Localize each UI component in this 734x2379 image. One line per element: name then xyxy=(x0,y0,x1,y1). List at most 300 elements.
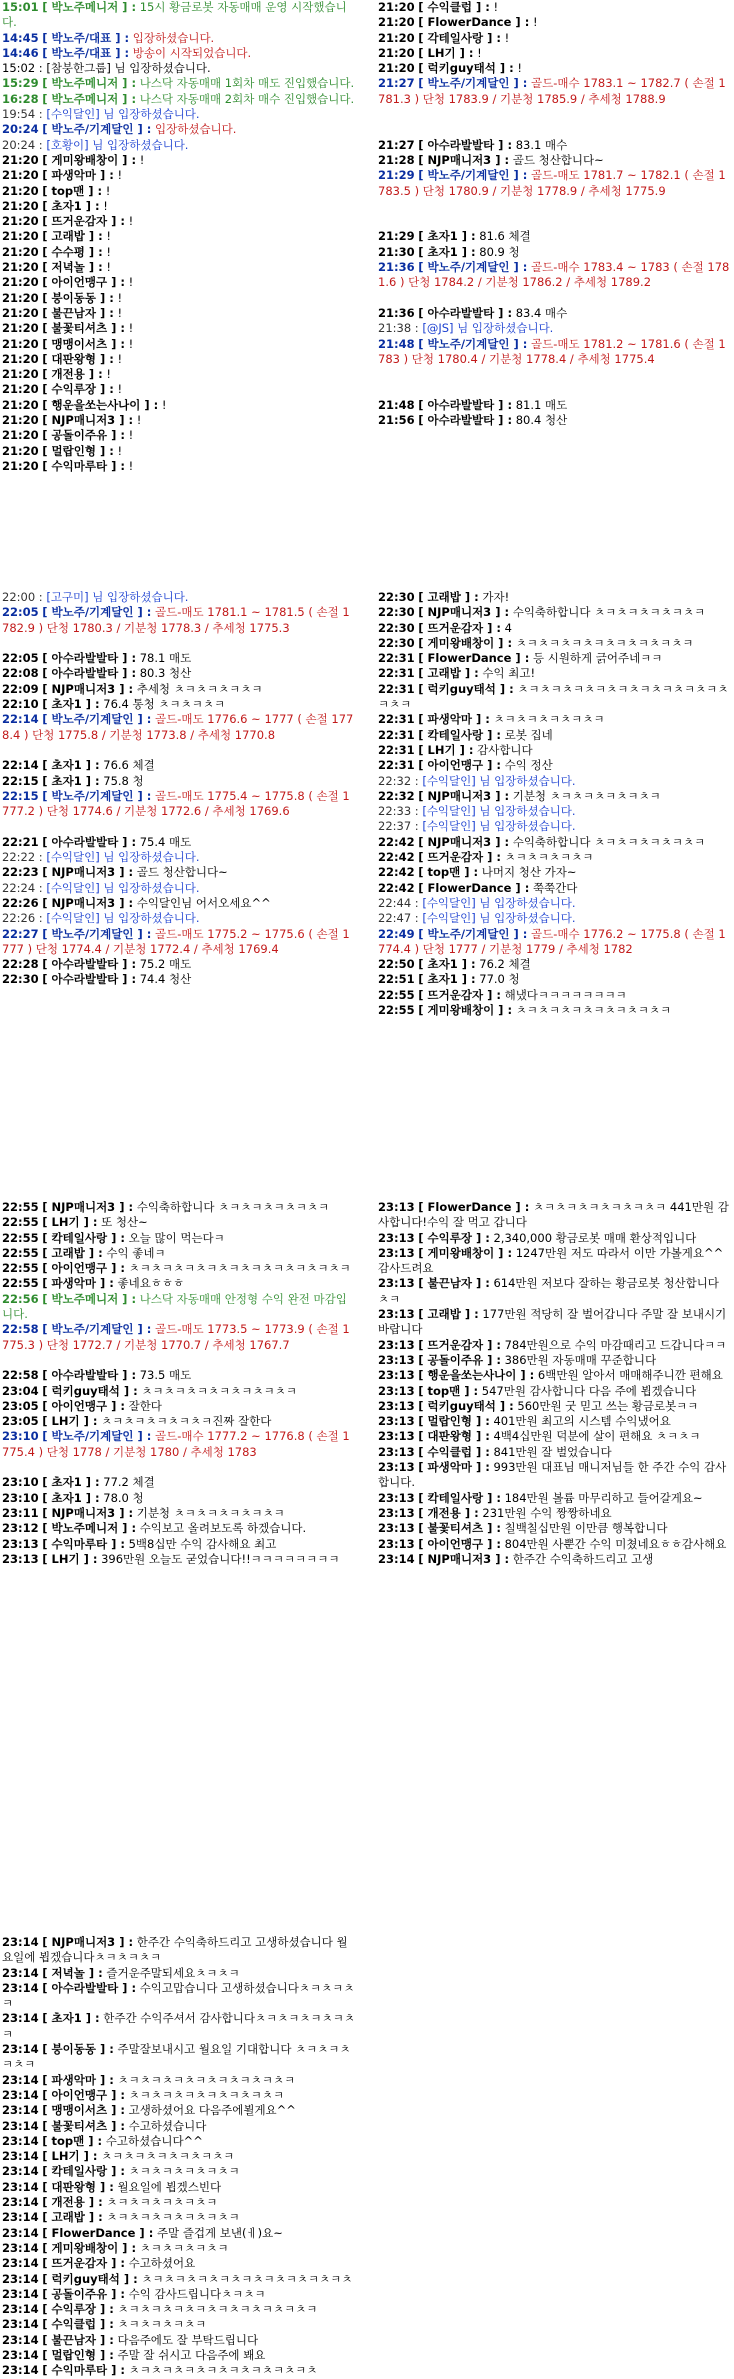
message-sender: [ 박노주/기계달인 ] : xyxy=(418,168,528,183)
message-sender: [ 박노주/기계달인 ] : xyxy=(42,605,152,620)
message-time: 15:02 : xyxy=(2,61,43,76)
message-sender: [ 박노주/기계달인 ] : xyxy=(418,336,528,351)
message-text: ㅊㅋㅊㅋㅊㅋㅊㅋㅊㅋㅊㅋㅊㅋㅊㅋ xyxy=(117,2072,296,2087)
chat-message xyxy=(378,1521,732,1536)
message-sender: [ 수수평 ] : xyxy=(42,244,103,259)
chat-spacer xyxy=(2,636,356,651)
message-text: ㅊㅋㅊㅋㅊㅋㅊㅋㅊㅋ xyxy=(128,2164,240,2179)
message-time: 22:15 xyxy=(2,773,39,788)
chat-message xyxy=(2,1215,356,1230)
chat-message xyxy=(2,107,356,122)
message-time: 21:20 xyxy=(2,198,39,213)
message-text: ! xyxy=(136,413,142,428)
chat-message xyxy=(2,306,356,321)
chat-message xyxy=(378,413,732,428)
message-sender: [ 초자1 ] : xyxy=(418,244,476,259)
chat-message xyxy=(378,398,732,413)
message-time: 22:31 xyxy=(378,727,415,742)
message-sender: [ 아수라발발타 ] : xyxy=(42,972,137,987)
chat-message xyxy=(2,321,356,336)
message-time: 20:24 xyxy=(2,122,39,137)
message-text: 75.4 매도 xyxy=(139,834,192,849)
chat-message xyxy=(2,2317,356,2332)
message-text: 골드-매도 1776.6 ~ 1777 ( 손절 1778.4 ) 단청 1775.8 / 기분청 1773.8 / 추세청 1770.8 xyxy=(2,712,354,742)
message-time: 23:14 xyxy=(2,2195,39,2210)
chat-message xyxy=(2,590,356,605)
message-time: 21:48 xyxy=(378,336,415,351)
chat-message xyxy=(2,92,356,107)
message-time: 23:14 xyxy=(2,2332,39,2347)
message-text: 수익 정산 xyxy=(504,758,553,773)
message-time: 21:20 xyxy=(2,382,39,397)
message-text: 76.6 체결 xyxy=(103,758,155,773)
message-sender: [ 초자1 ] : xyxy=(42,1490,100,1505)
message-text: 78.0 청 xyxy=(103,1490,144,1505)
message-time: 22:31 xyxy=(378,742,415,757)
message-text: 수익보고 올려보도록 하겠습니다. xyxy=(139,1521,307,1536)
chat-message xyxy=(378,61,732,76)
message-sender: [ 아수라발발타 ] : xyxy=(42,957,137,972)
message-sender: [ 아이언맹구 ] : xyxy=(42,2087,125,2102)
message-time: 14:45 xyxy=(2,30,39,45)
message-time: 22:14 xyxy=(2,758,39,773)
message-time: 22:10 xyxy=(2,697,39,712)
message-sender: [ 박노주/기계달인 ] : xyxy=(418,76,528,91)
message-text: 골드-매도 1775.4 ~ 1775.8 ( 손절 1777.2 ) 단청 1774.6 / 기분청 1772.6 / 추세청 1769.6 xyxy=(2,788,350,819)
message-text: 추세청 ㅊㅋㅊㅋㅊㅋㅊㅋ xyxy=(136,681,263,696)
chat-message xyxy=(2,1261,356,1276)
message-text: ! xyxy=(128,321,134,336)
message-time: 22:42 xyxy=(378,834,415,849)
message-sender: [ 초자1 ] : xyxy=(418,972,476,987)
message-text: 수고하셨어요 xyxy=(128,2256,196,2271)
message-time: 21:20 xyxy=(378,30,415,45)
message-text: ㅊㅋㅊㅋㅊㅋㅊㅋ xyxy=(139,2240,229,2255)
message-time: 23:14 xyxy=(2,2286,39,2301)
chat-message xyxy=(2,2180,356,2195)
message-text: 골드 청산합니다~ xyxy=(512,152,604,167)
chat-message xyxy=(2,138,356,153)
message-time: 23:14 xyxy=(2,2042,39,2057)
chat-message xyxy=(2,367,356,382)
message-time: 20:24 : xyxy=(2,137,43,152)
chat-message xyxy=(2,774,356,789)
chat-message xyxy=(2,1429,356,1460)
message-text: 고생하셨어요 다음주에뵐게요^^ xyxy=(128,2103,296,2118)
chat-message xyxy=(378,927,732,958)
chat-message xyxy=(2,1414,356,1429)
message-sender: [ 행운을쏘는사나이 ] : xyxy=(42,397,159,412)
message-time: 21:20 xyxy=(2,428,39,443)
message-text: 나스닥 자동매매 2회차 매수 진입했습니다. xyxy=(139,91,355,106)
message-text: 월요일에 뵙겠스빈다 xyxy=(117,2179,222,2194)
message-text: 좋네요ㅎㅎㅎ xyxy=(117,1276,185,1291)
chat-message xyxy=(378,1445,732,1460)
message-time: 21:29 xyxy=(378,168,415,183)
message-text: 한주간 수익축하드리고 고생하셨습니다 월요일에 뵙겠습니다ㅊㅋㅊㅋㅊㅋ xyxy=(2,1935,348,1965)
chat-message xyxy=(2,352,356,367)
message-time: 23:13 xyxy=(2,1536,39,1551)
message-text: ! xyxy=(117,305,123,320)
chat-message xyxy=(378,651,732,666)
message-text: ! xyxy=(128,214,134,229)
message-text: ! xyxy=(504,30,510,45)
chat-panel-6 xyxy=(378,1200,732,1567)
message-sender: [ 수익클럽 ] : xyxy=(418,1444,490,1459)
message-sender: [ 박노주메니저 ] : xyxy=(42,1291,137,1306)
chat-spacer xyxy=(378,367,732,382)
message-time: 23:13 xyxy=(378,1521,415,1536)
chat-message xyxy=(378,1353,732,1368)
chat-message xyxy=(2,428,356,443)
message-sender: [ 멀랍인형 ] : xyxy=(418,1414,490,1429)
message-time: 21:20 xyxy=(378,61,415,76)
message-time: 23:13 xyxy=(378,1200,415,1214)
message-sender: [ 뜨거운감자 ] : xyxy=(42,214,125,229)
message-time: 21:30 xyxy=(378,244,415,259)
chat-message xyxy=(2,1292,356,1323)
message-text: [고구미] 님 입장하셨습니다. xyxy=(46,590,189,604)
chat-message xyxy=(2,291,356,306)
message-sender: [ 박노주/기계달인 ] : xyxy=(418,926,528,941)
message-time: 22:30 xyxy=(378,590,415,604)
chat-message xyxy=(2,2302,356,2317)
message-time: 23:14 xyxy=(2,2363,39,2378)
message-time: 23:13 xyxy=(2,1551,39,1566)
message-text: 75.2 매도 xyxy=(139,957,192,972)
chat-message xyxy=(378,138,732,153)
message-sender: [ 박노주/기계달인 ] : xyxy=(42,712,152,727)
message-sender: [ top맨 ] : xyxy=(418,1383,479,1398)
message-sender: [ 파생악마 ] : xyxy=(42,1276,114,1291)
chat-message xyxy=(2,1200,356,1215)
chat-message xyxy=(2,0,356,31)
message-text: 78.1 매도 xyxy=(139,651,192,666)
chat-panel-5 xyxy=(2,1200,356,1567)
message-time: 22:23 xyxy=(2,865,39,880)
chat-message xyxy=(2,1506,356,1521)
message-sender: [ 불끈남자 ] : xyxy=(418,1276,490,1291)
message-time: 23:13 xyxy=(378,1460,415,1475)
message-text: 83.1 매수 xyxy=(515,137,568,152)
message-text: ! xyxy=(477,45,482,60)
message-sender: [ 박노주/기계달인 ] : xyxy=(42,1429,152,1444)
message-time: 21:20 xyxy=(2,351,39,366)
message-sender: [ top맨 ] : xyxy=(42,183,103,198)
chat-message xyxy=(2,1231,356,1246)
message-text: [수익달인] 님 입장하셨습니다. xyxy=(46,911,200,926)
message-text: 77.2 체결 xyxy=(103,1475,155,1490)
message-sender: [ NJP매니저3 ] : xyxy=(42,413,134,428)
message-text: 골드-매도 1773.5 ~ 1773.9 ( 손절 1775.3 ) 단청 1772.7 / 기분청 1770.7 / 추세청 1767.7 xyxy=(2,1322,350,1352)
message-text: 나스닥 자동매매 안정형 수익 완전 마감입니다. xyxy=(2,1291,347,1322)
message-text: 75.8 청 xyxy=(103,773,144,788)
chat-message xyxy=(2,444,356,459)
message-time: 21:20 xyxy=(2,183,39,198)
chat-spacer xyxy=(378,122,732,137)
message-sender: [ 박노주메니저 ] : xyxy=(42,76,137,91)
message-text: 한주간 수익축하드리고 고생 xyxy=(512,1551,654,1566)
message-time: 22:42 xyxy=(378,850,415,865)
message-text: 즐거운주말되세요ㅊㅋㅊㅋ xyxy=(106,1965,240,1980)
message-text: ! xyxy=(105,183,111,198)
chat-message xyxy=(2,76,356,91)
message-sender: [ LH기 ] : xyxy=(42,1215,98,1230)
message-time: 21:20 xyxy=(378,45,415,60)
message-sender: [ 칵테일사랑 ] : xyxy=(42,1230,125,1245)
message-time: 21:27 xyxy=(378,137,415,152)
message-text: ! xyxy=(117,290,123,305)
chat-message xyxy=(378,621,732,636)
chat-message xyxy=(378,666,732,681)
message-text: 4백4십만원 덕분에 살이 편해요 ㅊㅋㅊㅋ xyxy=(493,1429,701,1444)
message-text: 나머지 청산 가자~ xyxy=(481,865,577,880)
message-time: 23:14 xyxy=(2,2348,39,2363)
message-time: 21:36 xyxy=(378,260,415,275)
chat-message xyxy=(378,743,732,758)
chat-message xyxy=(378,1384,732,1399)
message-sender: [ 아수라발발타 ] : xyxy=(42,666,137,681)
chat-message xyxy=(2,2119,356,2134)
message-time: 21:38 : xyxy=(378,321,419,336)
message-sender: [ 수익루장 ] : xyxy=(42,2302,114,2317)
message-time: 21:20 xyxy=(2,275,39,290)
message-sender: [ NJP매니저3 ] : xyxy=(42,865,134,880)
message-sender: [ 초자1 ] : xyxy=(42,697,100,712)
message-text: 80.4 청산 xyxy=(515,413,568,428)
message-time: 22:55 xyxy=(378,1003,415,1018)
message-sender: [ 게미왕배창이 ] : xyxy=(418,1003,513,1018)
message-sender: [ 수익루장 ] : xyxy=(418,1230,490,1245)
message-time: 23:14 xyxy=(2,2179,39,2194)
chat-message xyxy=(2,199,356,214)
chat-message xyxy=(2,153,356,168)
message-time: 22:55 xyxy=(2,1245,39,1260)
chat-message xyxy=(378,229,732,244)
message-sender: [ 멀랍인형 ] : xyxy=(42,443,114,458)
message-text: 골드-매도 1781.2 ~ 1781.6 ( 손절 1783 ) 단청 1780.4 / 기분청 1778.4 / 추세청 1775.4 xyxy=(378,336,726,366)
message-time: 21:20 xyxy=(2,290,39,305)
message-sender: [ 파생악마 ] : xyxy=(418,712,490,727)
message-sender: [ 수익루장 ] : xyxy=(42,382,114,397)
message-text: 오늘 많이 먹는다ㅋ xyxy=(128,1230,225,1245)
message-sender: [ 고래밥 ] : xyxy=(418,590,479,604)
message-text: [수익달인] 님 입장하셨습니다. xyxy=(46,107,200,122)
message-sender: [ 아수라발발타 ] : xyxy=(42,1980,137,1995)
message-sender: [ 뜨거운감자 ] : xyxy=(418,987,501,1002)
chat-message xyxy=(378,774,732,789)
chat-message xyxy=(378,1338,732,1353)
chat-message xyxy=(2,2333,356,2348)
message-sender: [ 초자1 ] : xyxy=(418,957,476,972)
message-sender: [ 고래밥 ] : xyxy=(42,1245,103,1260)
message-time: 22:51 xyxy=(378,972,415,987)
chat-message xyxy=(378,0,732,15)
message-time: 22:32 xyxy=(378,788,415,803)
message-sender: [ 럭키guy태석 ] : xyxy=(418,681,514,696)
message-text: ㅊㅋㅊㅋㅊㅋㅊㅋㅊㅋㅊㅋ xyxy=(101,2149,235,2164)
message-time: 19:54 : xyxy=(2,107,43,122)
chat-message xyxy=(378,306,732,321)
message-time: 22:55 xyxy=(2,1215,39,1230)
message-time: 23:05 xyxy=(2,1414,39,1429)
message-time: 21:56 xyxy=(378,413,415,428)
message-time: 22:31 xyxy=(378,651,415,666)
message-text: ㅊㅋㅊㅋㅊㅋㅊㅋ xyxy=(117,2317,207,2332)
chat-message xyxy=(378,1506,732,1521)
message-sender: [ 박노주/기계달인 ] : xyxy=(42,788,152,803)
message-text: ㅊㅋㅊㅋㅊㅋㅊㅋㅊㅋㅊㅋㅊㅋㅊㅋㅊㅋ xyxy=(117,2302,318,2317)
message-sender: [ FlowerDance ] : xyxy=(418,880,530,895)
chat-message xyxy=(378,168,732,199)
chat-message xyxy=(2,1935,356,1966)
message-sender: [ 초자1 ] : xyxy=(42,1475,100,1490)
chat-message xyxy=(2,865,356,880)
chat-message xyxy=(378,896,732,911)
message-sender: [ 아수라발발타 ] : xyxy=(42,834,137,849)
message-time: 23:14 xyxy=(2,2256,39,2271)
message-time: 22:14 xyxy=(2,712,39,727)
message-sender: [ 불끈남자 ] : xyxy=(42,305,114,320)
message-time: 23:14 xyxy=(2,2271,39,2286)
message-text: 수익고맙습니다 고생하셨습니다ㅊㅋㅊㅋㅊㅋ xyxy=(2,1980,355,2011)
message-text: ! xyxy=(117,382,123,397)
message-text: 73.5 매도 xyxy=(139,1368,192,1383)
chat-message xyxy=(378,1552,732,1567)
message-time: 23:13 xyxy=(378,1505,415,1520)
message-time: 23:14 xyxy=(2,2072,39,2087)
chat-message xyxy=(2,2103,356,2118)
message-text: [수익달인] 님 입장하셨습니다. xyxy=(422,911,576,926)
message-time: 23:13 xyxy=(378,1536,415,1551)
message-sender: [ 게미왕배창이 ] : xyxy=(42,2240,137,2255)
message-text: 6백만원 알아서 매매해주니깐 편해요 xyxy=(537,1368,723,1383)
message-time: 22:50 xyxy=(378,957,415,972)
message-sender: [ 박노주메니저 ] : xyxy=(42,91,137,106)
message-time: 23:14 xyxy=(2,2103,39,2118)
message-text: 해냈다ㅋㅋㅋㅋㅋㅋㅋㅋ xyxy=(504,987,627,1002)
chat-message xyxy=(378,1491,732,1506)
message-text: 80.3 청산 xyxy=(139,666,192,681)
chat-message xyxy=(2,2164,356,2179)
message-text: 칠백칠십만원 이만큼 행복합니다 xyxy=(504,1521,668,1536)
message-sender: [ 고래밥 ] : xyxy=(418,1307,479,1322)
message-text: ! xyxy=(106,367,111,382)
message-time: 23:14 xyxy=(2,2133,39,2148)
message-text: ㅊㅋㅊㅋㅊㅋㅊㅋㅊㅋㅊㅋ xyxy=(106,2210,240,2225)
chat-message xyxy=(378,835,732,850)
message-sender: [ NJP매니저3 ] : xyxy=(418,834,510,849)
chat-message xyxy=(378,865,732,880)
chat-message xyxy=(2,651,356,666)
message-text: 등 시원하게 긁어주네ㅋㅋ xyxy=(532,651,663,666)
message-time: 22:09 xyxy=(2,681,39,696)
chat-message xyxy=(378,1276,732,1307)
chat-message xyxy=(2,46,356,61)
chat-spacer xyxy=(2,1460,356,1475)
message-time: 23:14 xyxy=(2,2149,39,2164)
chat-message xyxy=(2,697,356,712)
message-time: 21:36 xyxy=(378,305,415,320)
message-sender: [ 박노주/기계달인 ] : xyxy=(42,1322,152,1337)
message-time: 21:20 xyxy=(2,229,39,244)
message-sender: [ 초자1 ] : xyxy=(42,773,100,788)
message-sender: [ 행운을쏘는사나이 ] : xyxy=(418,1368,535,1383)
message-sender: [ 초자1 ] : xyxy=(42,198,100,213)
chat-message xyxy=(2,850,356,865)
message-sender: [ FlowerDance ] : xyxy=(418,651,530,666)
message-sender: [ 럭키guy태석 ] : xyxy=(418,61,514,76)
message-sender: [ 수익클럽 ] : xyxy=(42,2317,114,2332)
message-text: ㅊㅋㅊㅋㅊㅋㅊㅋㅊㅋ xyxy=(493,712,605,727)
message-text: 2,340,000 황금로봇 매매 환상적입니다 xyxy=(493,1230,697,1245)
message-text: 수고하셨습니다^^ xyxy=(105,2133,203,2148)
chat-spacer xyxy=(378,214,732,229)
message-text: ! xyxy=(128,458,134,473)
chat-message xyxy=(378,1246,732,1277)
message-text: ㅊㅋㅊㅋㅊㅋㅊㅋㅊㅋㅊㅋㅊㅋㅊㅋㅊㅋㅊ xyxy=(141,2271,353,2286)
message-text: 401만원 최고의 시스템 수익냈어요 xyxy=(493,1414,671,1429)
chat-message xyxy=(378,1003,732,1018)
chat-message xyxy=(378,245,732,260)
message-time: 23:13 xyxy=(378,1230,415,1245)
chat-message xyxy=(2,835,356,850)
chat-message xyxy=(378,728,732,743)
message-time: 14:46 xyxy=(2,45,39,60)
message-text: 수익축하합니다 ㅊㅋㅊㅋㅊㅋㅊㅋㅊㅋ xyxy=(136,1200,330,1214)
message-sender: [ 게미왕배창이 ] : xyxy=(418,1245,513,1260)
message-sender: [ FlowerDance ] : xyxy=(42,2225,154,2240)
message-sender: [ 수익마루타 ] : xyxy=(42,458,125,473)
chat-message xyxy=(2,1399,356,1414)
message-sender: [ 불꽃티셔츠 ] : xyxy=(418,1521,501,1536)
message-sender: [ 저녁놀 ] : xyxy=(42,1965,103,1980)
chat-spacer xyxy=(2,819,356,834)
message-time: 23:10 xyxy=(2,1429,39,1444)
message-time: 21:20 xyxy=(2,305,39,320)
message-sender: [ 대판왕형 ] : xyxy=(42,2179,114,2194)
message-sender: [ 붕이동동 ] : xyxy=(42,2042,114,2057)
message-time: 23:14 xyxy=(2,2118,39,2133)
chat-message xyxy=(378,712,732,727)
message-text: ㅊㅋㅊㅋㅊㅋㅊㅋㅊㅋ진짜 잘한다 xyxy=(101,1414,272,1429)
message-time: 22:30 xyxy=(2,972,39,987)
message-time: 23:13 xyxy=(378,1337,415,1352)
message-time: 22:55 xyxy=(2,1230,39,1245)
message-sender: [ 개전용 ] : xyxy=(418,1505,479,1520)
message-text: 골드-매도 1775.2 ~ 1775.6 ( 손절 1777 ) 단청 1774.4 / 기분청 1772.4 / 추세청 1769.4 xyxy=(2,926,350,956)
message-text: 수익축하합니다 ㅊㅋㅊㅋㅊㅋㅊㅋㅊㅋ xyxy=(512,834,706,849)
chat-message xyxy=(2,2149,356,2164)
message-sender: [ 뜨거운감자 ] : xyxy=(418,1337,501,1352)
message-text: 다음주에도 잘 부탁드립니다 xyxy=(117,2332,259,2347)
message-sender: [ NJP매니저3 ] : xyxy=(418,1551,510,1566)
message-sender: [ 아이언맹구 ] : xyxy=(418,1536,501,1551)
chat-message xyxy=(2,758,356,773)
message-text: ㅊㅋㅊㅋㅊㅋㅊㅋ xyxy=(504,850,594,865)
chat-message xyxy=(2,2073,356,2088)
message-sender: [ 게미왕배창이 ] : xyxy=(418,635,513,650)
message-time: 23:14 xyxy=(2,1965,39,1980)
chat-message xyxy=(2,1384,356,1399)
message-text: ㅊㅋㅊㅋㅊㅋㅊㅋㅊㅋㅊㅋㅊㅋㅊㅋㅊ xyxy=(128,2363,318,2378)
message-text: ! xyxy=(139,152,145,167)
message-text: ㅊㅋㅊㅋㅊㅋㅊㅋㅊㅋㅊㅋㅊㅋ xyxy=(128,2087,285,2102)
message-sender: [ 아이언맹구 ] : xyxy=(418,758,501,773)
message-sender: [ NJP매니저3 ] : xyxy=(42,681,134,696)
chat-message xyxy=(2,712,356,743)
chat-message xyxy=(378,1200,732,1231)
